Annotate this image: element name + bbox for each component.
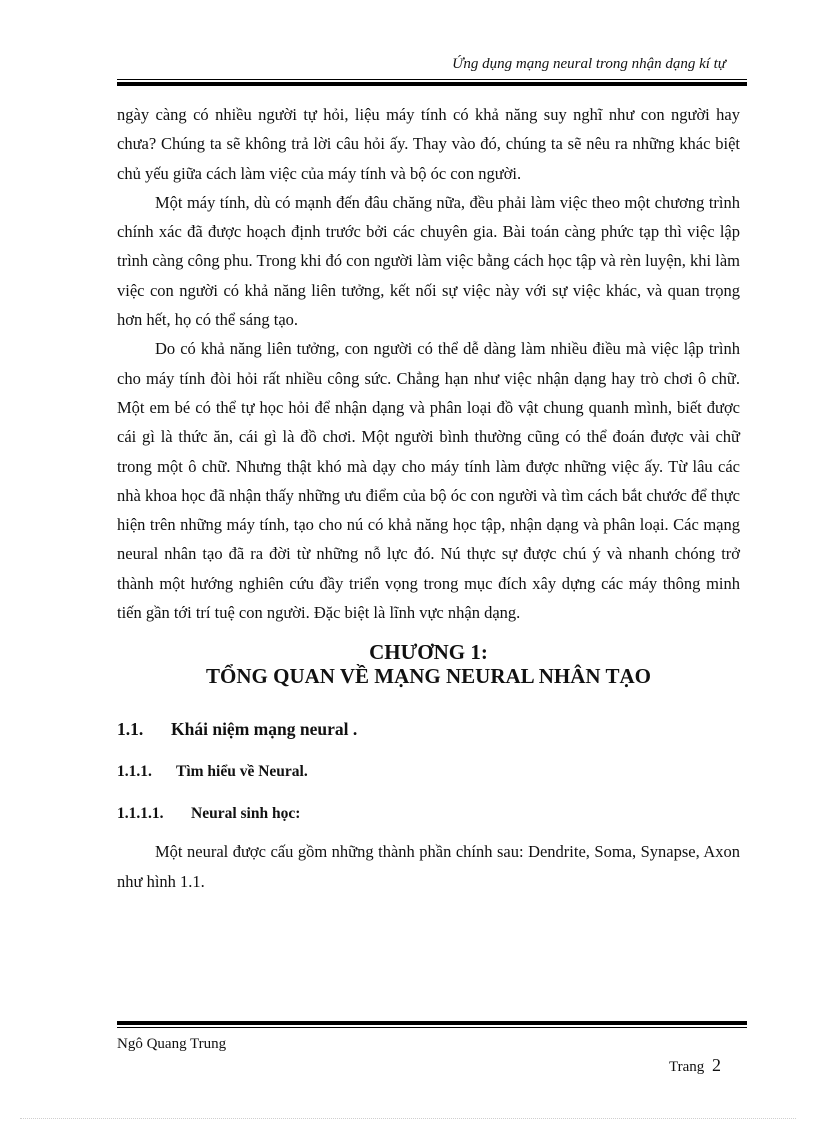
footer-author: Ngô Quang Trung bbox=[117, 1036, 227, 1052]
page-body bbox=[117, 100, 740, 896]
footer-rule-thick bbox=[117, 1021, 747, 1025]
footer-rule-thin bbox=[117, 1027, 747, 1028]
body-paragraph: ngày càng có nhiều người tự hỏi, liệu máy tính có khả năng suy nghĩ như con người hay chưa? Chúng ta sẽ không trả lời câu hỏi ấy. Thay vào đó, chúng ta sẽ nêu ra những khác biệt chủ yếu giữa cách làm việc của máy tính và bộ óc con người. bbox=[117, 105, 740, 183]
body-paragraph: Một máy tính, dù có mạnh đến đâu chăng nữa, đều phải làm việc theo một chương trình chính xác đã được hoạch định trước bởi các chuyên gia. Bài toán càng phức tạp thì việc lập trình càng công phu. Trong khi đó con người làm việc bằng cách học tập và rèn luyện, khi làm việc con người có khả năng liên tưởng, kết nối sự việc này với sự việc khác, và quan trọng hơn hết, họ có thể sáng tạo. bbox=[117, 192, 740, 330]
page-number-value: 2 bbox=[712, 1055, 721, 1075]
page-number bbox=[669, 1055, 721, 1076]
section-number: 1.1. bbox=[117, 719, 144, 740]
section-heading-1-1 bbox=[117, 716, 740, 742]
chapter-title: CHƯƠNG 1: bbox=[369, 640, 488, 665]
page-edge-divider bbox=[20, 1118, 796, 1119]
page-label: Trang bbox=[668, 1059, 705, 1075]
section-number: 1.1.1.1. bbox=[117, 805, 164, 823]
section-title: Tìm hiểu về Neural. bbox=[176, 763, 308, 781]
chapter-subtitle: TỔNG QUAN VỀ MẠNG NEURAL NHÂN TẠO bbox=[206, 664, 651, 689]
body-paragraph: Một neural được cấu gồm những thành phần chính sau: Dendrite, Soma, Synapse, Axon như hình 1.1. bbox=[117, 842, 740, 891]
section-heading-1-1-1 bbox=[117, 759, 740, 785]
section-title: Khái niệm mạng neural . bbox=[171, 719, 358, 740]
section-heading-1-1-1-1 bbox=[117, 801, 740, 827]
header-rule-thin bbox=[117, 79, 747, 80]
body-paragraph: Do có khả năng liên tưởng, con người có thể dễ dàng làm nhiều điều mà việc lập trình cho máy tính đòi hỏi rất nhiều công sức. Chẳng hạn như việc nhận dạng hay trò chơi ô chữ. Một em bé có thể tự học hỏi để nhận dạng và phân loại đồ vật chung quanh mình, biết được cái gì là thức ăn, cái gì là đồ chơi. Một người bình thường cũng có thể đoán được vài chữ trong một ô chữ. Nhưng thật khó mà dạy cho máy tính làm được những việc ấy. Từ lâu các nhà khoa học đã nhận thấy những ưu điểm của bộ óc con người và tìm cách bắt chước để thực hiện trên những máy tính, tạo cho nú có khả năng học tập, nhận dạng và phân loại. Các mạng neural nhân tạo đã ra đời từ những nỗ lực đó. Nú thực sự được chú ý và nhanh chóng trở thành một hướng nghiên cứu đầy triển vọng trong mục đích xây dựng các máy thông minh tiến gần tới trí tuệ con người. Đặc biệt là lĩnh vực nhận dạng. bbox=[117, 339, 740, 623]
section-number: 1.1.1. bbox=[117, 763, 152, 781]
header-rule-thick bbox=[117, 82, 747, 86]
section-title: Neural sinh học: bbox=[191, 805, 301, 823]
running-header-title: Ứng dụng mạng neural trong nhận dạng kí tự bbox=[452, 56, 726, 72]
